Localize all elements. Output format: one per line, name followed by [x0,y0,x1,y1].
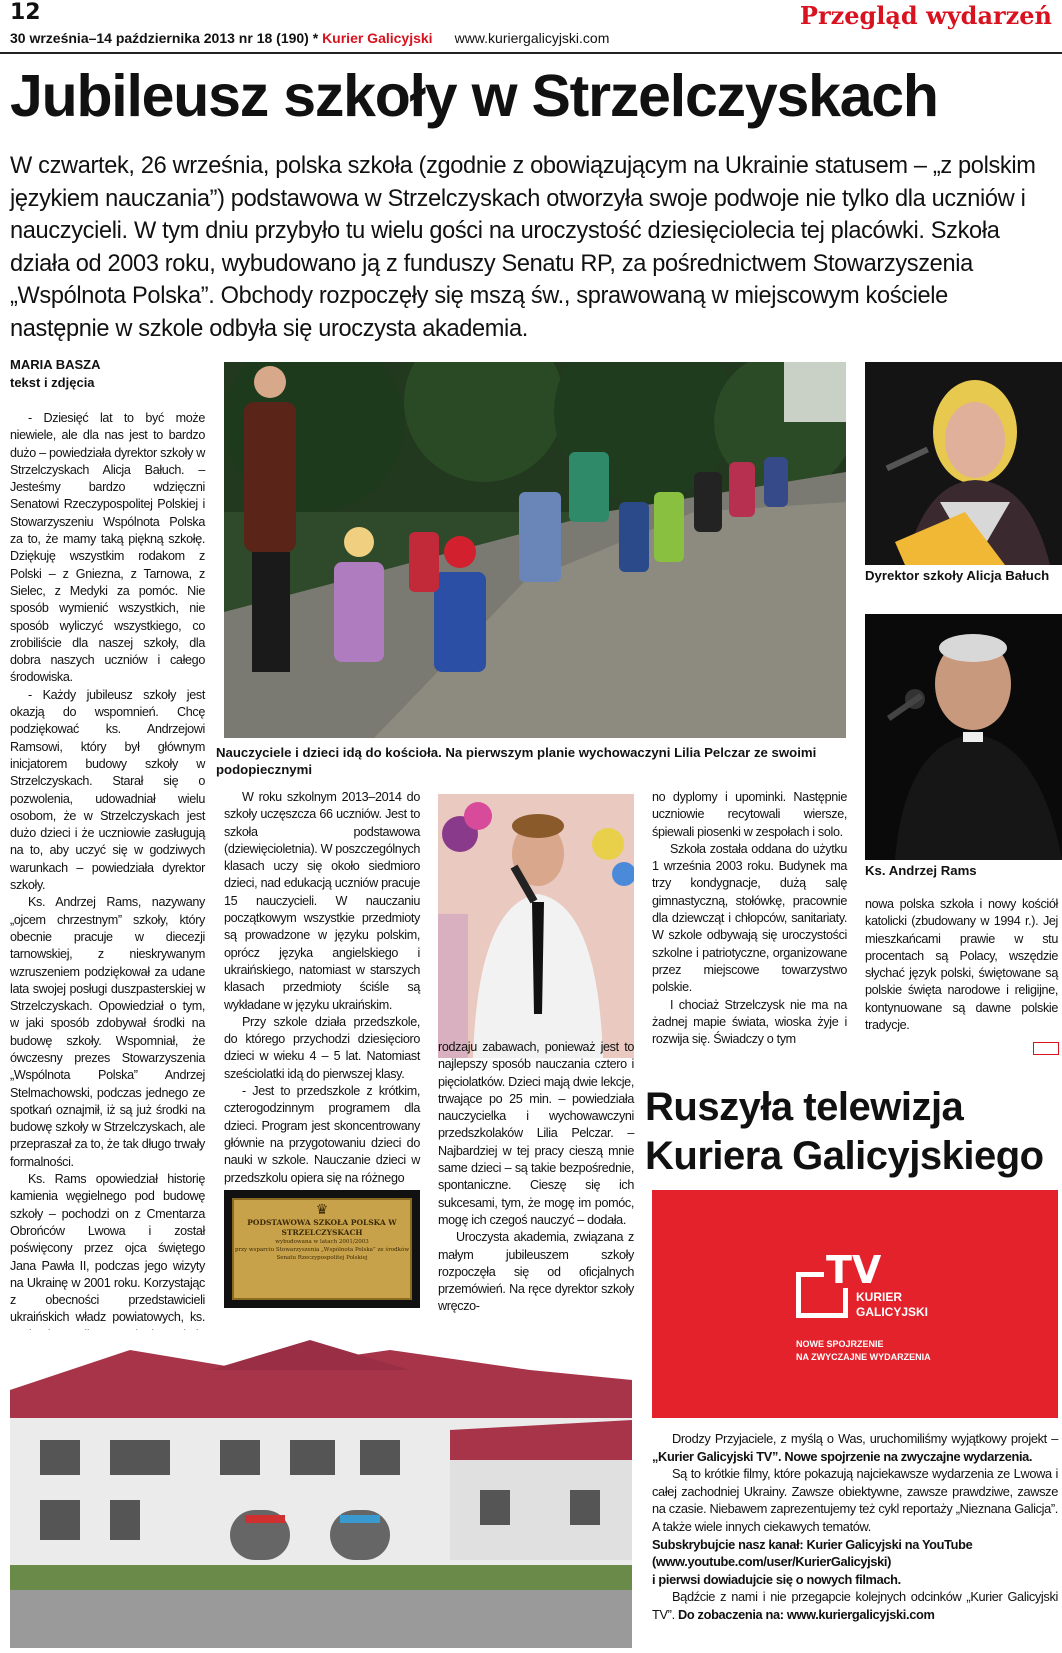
masthead [10,30,609,46]
tv-subscribe-line: Subskrybujcie nasz kanał: Kurier Galicyjski na YouTube [652,1536,973,1552]
plaque-line: PODSTAWOWA SZKOŁA POLSKA W STRZELCZYSKACH [247,1218,397,1237]
plaque-line: Senatu Rzeczypospolitej Polskiej [276,1255,368,1261]
director-photo [865,362,1062,565]
paragraph: rodzaju zabawach, ponieważ jest to najlepszy sposób nauczania cztero i pięciolatków. Dzieci mają dwie lekcje, trwające po 25 min. – powiedziała nauczycielka i wychowawczyni przedszkolaków Lilia Pelczar. – Najbardziej w tej pracy cieszą mnie same dzieci – są takie bezpośrednie, spontaniczne. Cieszę się ich sukcesami, tym, że mogę im pomóc, mogę ich czegoś nauczyć – dodała. [438,1040,634,1227]
author-note: tekst i zdjęcia [10,375,95,390]
paragraph: nowa polska szkoła i nowy kościół katolicki (zbudowany w 1994 r.). Jej mieszkańcami prawie w stu procentach są Polacy, wszędzie słychać język polski, świętowane są polskie święta narodowe i religijne, kontynuowane są dawne polskie tradycje. [865,897,1058,1033]
tv-logo-name [856,1290,928,1320]
paragraph: - Każdy jubileusz szkoły jest okazją do wspomnień. Chcę podziękować ks. Andrzejowi Ramsowi, który był głównym inicjatorem budowy szkoły w Strzelczyskach. Starał się o pozwolenia, udowadniał wielu osobom, że w Strzelczyskach jest dużo dzieci i że uczniowie zasługują na to, aby uczyć się w godziwych warunkach – powiedziała dyrektor szkoły. [10,687,205,893]
article-column-2 [224,789,420,1187]
tv-logo-name-line: KURIER [856,1290,903,1304]
tv-paragraph [652,1588,1058,1623]
tv-paragraph: Są to krótkie filmy, które pokazują najciekawsze wydarzenia ze Lwowa i całej zachodniej Ukrainy. Zawsze obiektywne, zawsze prawdziwe, zawsze na czasie. Niebawem zaprezentujemy też cykl reportaży „Nieznana Galicja”. A także wiele innych ciekawych tematów. [652,1466,1058,1534]
tv-text: Bądźcie z nami i nie przegapcie kolejnych odcinków „Kurier Galicyjski TV”. [652,1589,1058,1622]
priest-caption: Ks. Andrzej Rams [865,863,977,878]
plaque-line: przy wsparciu Stowarzyszenia „Wspólnota Polska” ze środków [234,1247,410,1253]
school-building-photo [10,1330,632,1648]
tv-slogan-line: NA ZWYCZAJNE WYDARZENIA [796,1352,931,1362]
article-column-5 [865,896,1058,1034]
tv-text: Drodzy Przyjaciele, z myślą o Was, uruchomiliśmy wyjątkowy projekt – [672,1431,1058,1446]
tv-title-line: Ruszyła telewizja [645,1085,964,1129]
article-lead: W czwartek, 26 września, polska szkoła (zgodnie z obowiązującym na Ukrainie statusem – „z polskim językiem nauczania”) podstawowa w Strzelczyskach otworzyła swoje podwoje nie tylko dla uczniów i nauczycieli. W tym dniu przybyło tu wielu gości na uroczystość dziesięciolecia tej placówki. Szkoła działa od 2003 roku, wybudowano ją z funduszy Senatu RP, za pośrednictwem Stowarzyszenia „Wspólnota Polska”. Obchody rozpoczęły się mszą św., sprawowaną w miejscowym kościele następnie w szkole odbyła się uroczysta akademia. [10,153,1036,342]
article-column-3 [438,1039,634,1316]
procession-caption: Nauczyciele i dzieci idą do kościoła. Na pierwszym planie wychowaczyni Lilia Pelczar ze swoimi podopiecznymi [216,745,817,777]
director-caption: Dyrektor szkoły Alicja Bałuch [865,568,1050,583]
tv-subscribe [652,1536,1058,1589]
tv-box-body [652,1430,1058,1624]
issue-date: 30 września–14 października 2013 nr 18 (190) * [10,30,323,46]
tv-slogan [796,1338,931,1364]
paragraph: Ks. Rams opowiedział historię kamienia węgielnego pod budowę szkoły – pochodzi on z Cmentarza Obrońców Lwowa i został poświęcony przez ojca świętego Jana Pawła II, podczas jego wizyty na Ukrainę w 2001 roku. Korzystając z obecności przedstawicieli ukraińskich władz powiatowych, ks. [10,1172,205,1325]
procession-photo [224,362,846,738]
byline [10,356,101,392]
end-of-article-mark [1033,1042,1059,1055]
eagle-emblem-icon: ♛ [315,1202,329,1218]
page-number: 12 [10,0,41,25]
paragraph: I chociaż Strzelczysk nie ma na żadnej mapie świata, wioska żyje i rozwija się. Świadczy o tym [652,997,847,1047]
tv-paragraph [652,1430,1058,1465]
article-title: Jubileusz szkoły w Strzelczyskach [10,63,938,129]
article-column-1 [10,410,205,1361]
publication-name: Kurier Galicyjski [322,30,433,46]
section-title: Przegląd wydarzeń [799,1,1052,30]
singer-photo [438,794,634,1058]
youtube-link[interactable]: (www.youtube.com/user/KurierGalicyjski) [652,1554,892,1570]
paragraph: - Dziesięć lat to być może niewiele, ale dla nas jest to bardzo dużo – powiedziała dyrektor szkoły w Strzelczyskach Alicja Bałuch. – Jesteśmy bardzo wdzięczni Senatowi Rzeczypospolitej Polskiej i Stowarzyszeniu Wspólnota Polska za to, że mamy taką piękną szkołę. Dziękuję wszystkim rodakom z Polski – z Gniezna, z Tarnowa, z Sielec, z Medyki za pomóc. Nie sposób wymienić wszystkich, nie sposób wyliczyć wszystkiego, co zrobiliście dla naszej szkoły, dla dobra naszych uczniów i całego środowiska. [10,411,205,685]
paragraph: - Jest to przedszkole z krótkim, czterogodzinnym programem dla dzieci. Program jest skoncentrowany głównie na przygotowaniu dzieci do nauki w szkole. Nauczanie dzieci w przedszkolu opiera się na różnego [224,1084,420,1185]
tv-logo-name-line: GALICYJSKI [856,1305,929,1319]
paragraph: Uroczysta akademia, związana z małym jubileuszem szkoły rozpoczęła się od oficjalnych przemówień. Na ręce dyrektor szkoły wręczo- [438,1230,634,1314]
paragraph: W roku szkolnym 2013–2014 do szkoły uczęszcza 66 uczniów. Jest to szkoła podstawowa (dziewięcioletnia). W poszczególnych klasach uczy się około siedmioro dzieci, nad edukacją uczniów pracuje 15 nauczycieli. W nauczaniu początkowym wszystkie przedmioty są prowadzone w języku polskim, oprócz języka angielskiego i ukraińskiego, natomiast w starszych klasach przedmioty ściśle są wykładane w języku ukraińskim. [224,790,420,1012]
plaque-photo [224,1190,420,1308]
author-name: MARIA BASZA [10,357,101,372]
tv-promo-banner[interactable] [652,1190,1058,1418]
paragraph: Szkoła została oddana do użytku 1 września 2003 roku. Budynek ma trzy kondygnacje, dużą salę gimnastyczną, stołówkę, pracownie dla dziewcząt i chłopców, sanitariaty. W szkole odbywają się uroczystości szkolne i patriotyczne, organizowane przez miejscowe towarzystwo polskie. [652,841,847,995]
plaque-line: wybudowana w latach 2001/2003 [275,1239,369,1245]
tv-slogan-line: NOWE SPOJRZENIE [796,1339,884,1349]
priest-photo [865,614,1062,860]
website-link[interactable]: www.kuriergalicyjski.com [454,30,610,46]
plaque [232,1198,412,1300]
website-link-bold[interactable]: Do zobaczenia na: www.kuriergalicyjski.com [677,1606,935,1622]
paragraph: Ks. Andrzej Rams, nazywany „ojcem chrzestnym” szkoły, który obecnie pracuje w diecezji tarnowskiej, z nieskrywanym wzruszeniem podziękował za udane lata swojej posługi duszpasterskiej w Strzelczyskach. Opowiedział o tym, w jaki sposób zdobywał środki na budowę szkoły. Wspomniał, że ówczesny prezes Stowarzyszenia „Wspólnota Polska” Andrzej Stelmachowski, podczas jednego ze spotkań oznajmił, iż są już środki na budowę szkoły w Strzelczyskach, ale przepraszał za to, że tak długo trwały formalności. [10,895,205,1169]
tv-logo-text: TV [826,1248,882,1292]
header-rule [0,52,1062,54]
paragraph: Przy szkole działa przedszkole, do którego przychodzi dziesięcioro dzieci w wieku 4 – 5 lat. Natomiast sześciolatki idą do pierwszej klasy. [224,1014,420,1081]
tv-subscribe-line: i pierwsi dowiadujcie się o nowych filmach. [652,1571,901,1587]
tv-text-bold: „Kurier Galicyjski TV”. Nowe spojrzenie na zwyczajne wydarzenia. [652,1448,1033,1464]
tv-box-title [645,1083,1055,1181]
tv-title-line: Kuriera Galicyjskiego [645,1134,1044,1178]
article-column-4 [652,789,847,1048]
paragraph: no dyplomy i upominki. Następnie uczniowie recytowali wiersze, śpiewali piosenki w zespołach i solo. [652,790,847,839]
